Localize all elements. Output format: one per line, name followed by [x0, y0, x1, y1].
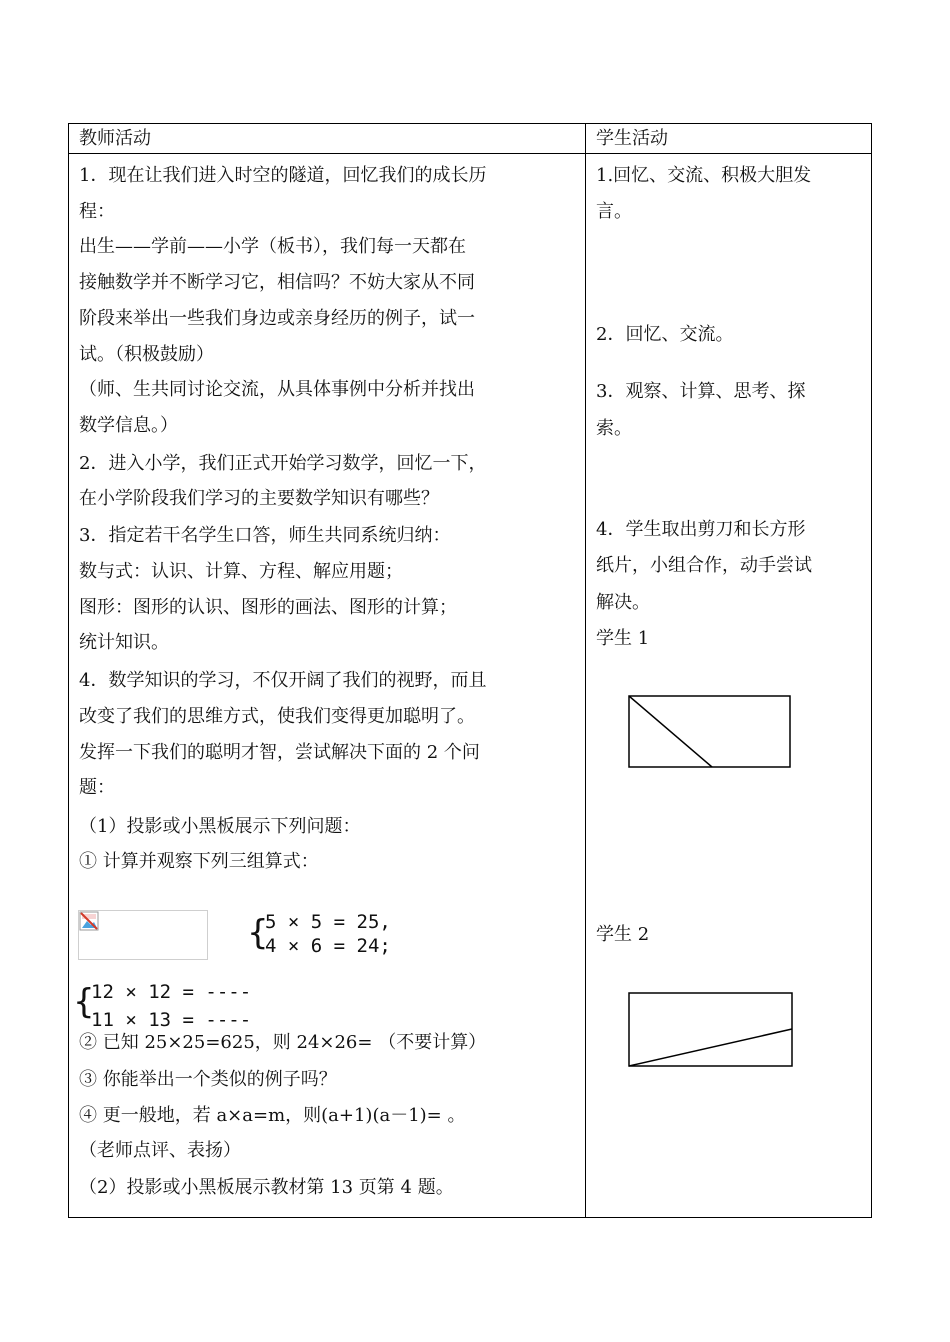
broken-image-icon [79, 911, 99, 931]
teacher-line: 统计知识。 [79, 632, 169, 653]
student-line: 2．回忆、交流。 [596, 324, 734, 345]
header-student: 学生活动 [596, 128, 668, 149]
teacher-line: ④ 更一般地，若 a×a=m，则(a+1)(a－1)= 。 [79, 1105, 466, 1126]
brace-icon: { [247, 913, 269, 953]
teacher-line: （老师点评、表扬） [79, 1140, 241, 1161]
student-line: 言。 [596, 201, 632, 222]
teacher-line: 1．现在让我们进入时空的隧道，回忆我们的成长历 [79, 165, 487, 186]
teacher-line: 发挥一下我们的聪明才智，尝试解决下面的 2 个问 [79, 742, 480, 763]
header-divider [69, 153, 872, 154]
teacher-line: 数学信息。） [79, 415, 178, 436]
column-divider [585, 124, 586, 1218]
student-line: 解决。 [596, 592, 650, 613]
teacher-line: 题： [79, 777, 115, 798]
teacher-line: 4．数学知识的学习，不仅开阔了我们的视野，而且 [79, 670, 487, 691]
equation-line: 5 × 5 = 25, [265, 911, 391, 933]
student-line: 纸片，小组合作，动手尝试 [596, 555, 812, 576]
teacher-line: ③ 你能举出一个类似的例子吗？ [79, 1069, 337, 1090]
teacher-line: 3．指定若干名学生口答，师生共同系统归纳： [79, 525, 451, 546]
student-line: 4．学生取出剪刀和长方形 [596, 519, 806, 540]
header-teacher: 教师活动 [79, 128, 151, 149]
teacher-line: 在小学阶段我们学习的主要数学知识有哪些？ [79, 488, 439, 509]
brace-icon: { [73, 982, 95, 1022]
teacher-line: （2）投影或小黑板展示教材第 13 页第 4 题。 [79, 1177, 454, 1198]
student-label: 学生 1 [596, 628, 650, 649]
student-line: 索。 [596, 418, 632, 439]
equation-line: 12 × 12 = ---- [91, 981, 252, 1003]
teacher-line: ② 已知 25×25=625，则 24×26= （不要计算） [79, 1032, 487, 1053]
teacher-line: 阶段来举出一些我们身边或亲身经历的例子，试一 [79, 308, 475, 329]
equation-line: 4 × 6 = 24; [265, 935, 391, 957]
rectangle-cut-diagram-2 [628, 992, 794, 1068]
image-placeholder [78, 910, 208, 960]
teacher-line: 试。（积极鼓励） [79, 344, 214, 365]
teacher-line: 程： [79, 201, 115, 222]
lesson-table [68, 123, 872, 1218]
student-line: 3．观察、计算、思考、探 [596, 381, 806, 402]
teacher-line: （1）投影或小黑板展示下列问题： [79, 816, 361, 837]
teacher-line: 出生——学前——小学（板书），我们每一天都在 [79, 236, 466, 257]
teacher-line: 改变了我们的思维方式，使我们变得更加聪明了。 [79, 706, 475, 727]
student-label: 学生 2 [596, 924, 650, 945]
rectangle-cut-diagram-1 [628, 695, 792, 769]
teacher-line: （师、生共同讨论交流，从具体事例中分析并找出 [79, 379, 475, 400]
student-line: 1.回忆、交流、积极大胆发 [596, 165, 812, 186]
teacher-line: ① 计算并观察下列三组算式： [79, 851, 319, 872]
teacher-line: 2．进入小学，我们正式开始学习数学，回忆一下， [79, 453, 487, 474]
teacher-line: 数与式：认识、计算、方程、解应用题； [79, 561, 403, 582]
teacher-line: 图形：图形的认识、图形的画法、图形的计算； [79, 597, 457, 618]
equation-line: 11 × 13 = ---- [91, 1009, 252, 1031]
teacher-line: 接触数学并不断学习它，相信吗？不妨大家从不同 [79, 272, 475, 293]
